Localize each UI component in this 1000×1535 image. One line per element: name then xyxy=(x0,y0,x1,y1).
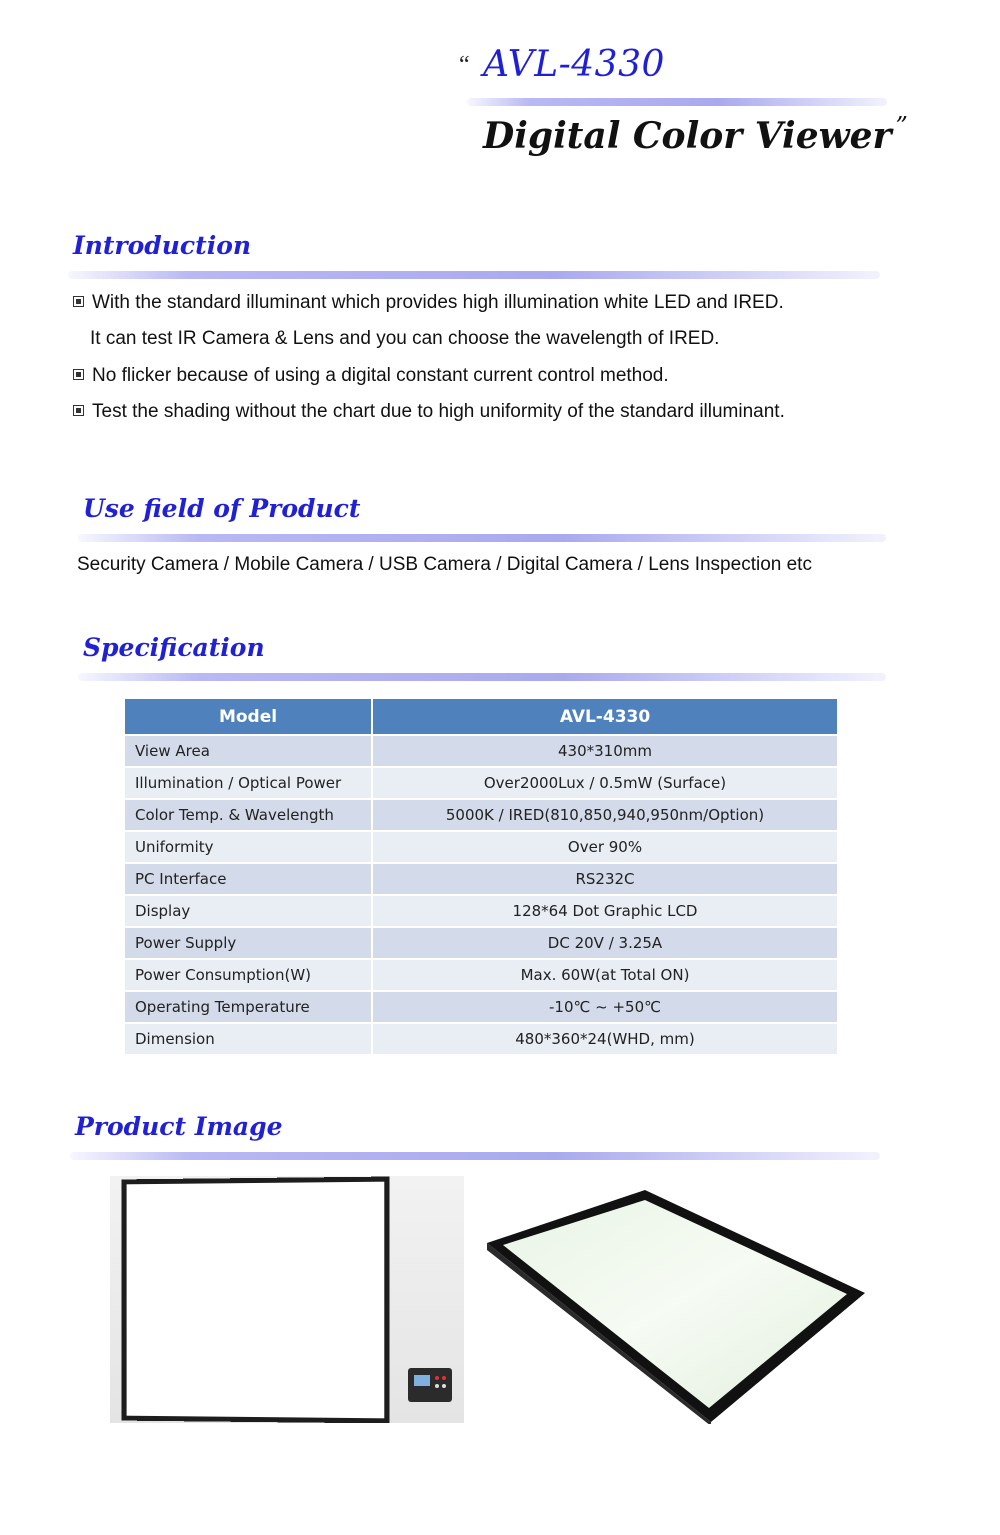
bullet-icon xyxy=(73,296,84,307)
spec-value: RS232C xyxy=(372,863,837,895)
controller-unit xyxy=(408,1368,452,1402)
spec-label: Illumination / Optical Power xyxy=(125,767,372,799)
intro-line-3-text: No flicker because of using a digital constant current control method. xyxy=(92,365,669,386)
spec-value: -10℃ ~ +50℃ xyxy=(372,991,837,1023)
spec-label: PC Interface xyxy=(125,863,372,895)
specification-heading: Specification xyxy=(83,633,265,662)
model-title: AVL-4330 xyxy=(483,44,665,85)
introduction-heading: Introduction xyxy=(73,231,252,260)
product-subtitle-text: Digital Color Viewer xyxy=(483,115,892,157)
table-row xyxy=(125,767,837,799)
table-row xyxy=(125,799,837,831)
intro-line-1 xyxy=(73,292,784,314)
table-row xyxy=(125,895,837,927)
spec-value: Max. 60W(at Total ON) xyxy=(372,959,837,991)
light-panel-front xyxy=(122,1177,390,1423)
product-photo-front xyxy=(110,1176,464,1423)
panel-light-surface xyxy=(503,1200,847,1408)
spec-label: Uniformity xyxy=(125,831,372,863)
specification-table xyxy=(125,699,837,1054)
open-quote: “ xyxy=(459,52,470,78)
spec-label: Power Supply xyxy=(125,927,372,959)
spec-header-model: Model xyxy=(125,699,372,735)
table-row xyxy=(125,959,837,991)
spec-value: 430*310mm xyxy=(372,735,837,767)
spec-label: Display xyxy=(125,895,372,927)
spec-value: Over 90% xyxy=(372,831,837,863)
table-row xyxy=(125,831,837,863)
introduction-underline xyxy=(68,271,880,279)
controller-button xyxy=(442,1384,446,1388)
bullet-icon xyxy=(73,369,84,380)
intro-line-1-text: With the standard illuminant which provides high illumination white LED and IRED. xyxy=(92,292,784,313)
use-field-heading: Use field of Product xyxy=(83,494,361,523)
table-row xyxy=(125,927,837,959)
intro-line-4 xyxy=(73,401,785,423)
controller-button xyxy=(442,1376,446,1380)
table-row xyxy=(125,863,837,895)
controller-button xyxy=(435,1376,439,1380)
spec-label: Dimension xyxy=(125,1023,372,1054)
product-subtitle xyxy=(483,112,908,157)
spec-label: Color Temp. & Wavelength xyxy=(125,799,372,831)
close-quote: ” xyxy=(895,112,908,140)
spec-value: 480*360*24(WHD, mm) xyxy=(372,1023,837,1054)
product-title-block xyxy=(455,42,908,172)
intro-line-2: It can test IR Camera & Lens and you can choose the wavelength of IRED. xyxy=(90,328,720,349)
spec-label: Power Consumption(W) xyxy=(125,959,372,991)
controller-button xyxy=(435,1384,439,1388)
product-photo-angled xyxy=(483,1188,867,1424)
intro-line-4-text: Test the shading without the chart due to high uniformity of the standard illuminant. xyxy=(92,401,785,422)
spec-header-value: AVL-4330 xyxy=(372,699,837,735)
product-image-heading: Product Image xyxy=(75,1112,283,1141)
spec-value: DC 20V / 3.25A xyxy=(372,927,837,959)
spec-value: 128*64 Dot Graphic LCD xyxy=(372,895,837,927)
intro-line-3 xyxy=(73,365,669,387)
controller-screen xyxy=(414,1375,430,1386)
spec-label: View Area xyxy=(125,735,372,767)
table-row xyxy=(125,735,837,767)
use-field-underline xyxy=(78,534,886,542)
title-underline xyxy=(467,98,887,106)
product-image-underline xyxy=(70,1152,880,1160)
spec-value: 5000K / IRED(810,850,940,950nm/Option) xyxy=(372,799,837,831)
spec-label: Operating Temperature xyxy=(125,991,372,1023)
use-field-text: Security Camera / Mobile Camera / USB Camera / Digital Camera / Lens Inspection etc xyxy=(77,554,812,575)
spec-value: Over2000Lux / 0.5mW (Surface) xyxy=(372,767,837,799)
specification-underline xyxy=(78,673,886,681)
table-row xyxy=(125,991,837,1023)
table-row xyxy=(125,1023,837,1054)
spec-header-row xyxy=(125,699,837,735)
bullet-icon xyxy=(73,405,84,416)
